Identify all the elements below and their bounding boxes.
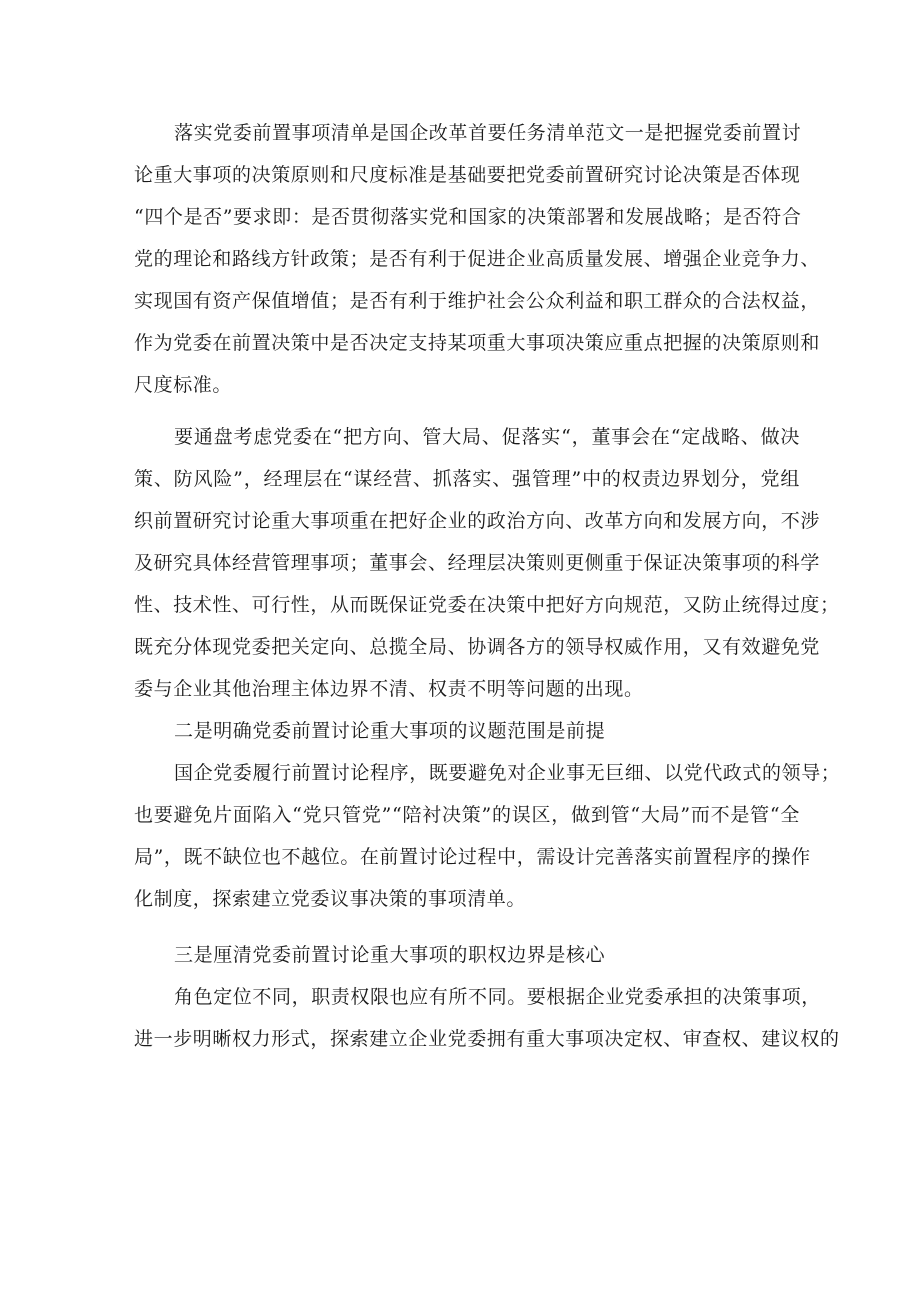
paragraph-2-line-7: 委与企业其他治理主体边界不清、权责不明等问题的出现。 <box>134 678 644 700</box>
paragraph-2-line-6: 既充分体现党委把关定向、总揽全局、协调各方的领导权威作用，又有效避免党 <box>134 636 821 658</box>
paragraph-3-line-2: 也要避免片面陷入“党只管党”“陪衬决策”的误区，做到管“大局”而不是管“全 <box>134 804 800 826</box>
section-heading-2: 二是明确党委前置讨论重大事项的议题范围是前提 <box>174 720 606 742</box>
document-body <box>134 117 841 1065</box>
paragraph-3-line-3: 局”，既不缺位也不越位。在前置讨论过程中，需设计完善落实前置程序的操作 <box>134 846 811 868</box>
paragraph-1-line-5: 实现国有资产保值增值；是否有利于维护社会公众利益和职工群众的合法权益， <box>134 290 821 312</box>
paragraph-1-line-2: 论重大事项的决策原则和尺度标准是基础要把党委前置研究讨论决策是否体现 <box>134 164 801 186</box>
paragraph-4-line-2: 进一步明晰权力形式，探索建立企业党委拥有重大事项决定权、审查权、建议权的 <box>134 1028 840 1050</box>
paragraph-4-line-1: 角色定位不同，职责权限也应有所不同。要根据企业党委承担的决策事项， <box>174 986 821 1008</box>
paragraph-2-line-5: 性、技术性、可行性，从而既保证党委在决策中把好方向规范，又防止统得过度； <box>134 594 840 616</box>
paragraph-1-line-3: “四个是否”要求即：是否贯彻落实党和国家的决策部署和发展战略；是否符合 <box>134 206 802 228</box>
paragraph-2-line-3: 织前置研究讨论重大事项重在把好企业的政治方向、改革方向和发展方向，不涉 <box>134 510 821 532</box>
paragraph-2-line-1: 要通盘考虑党委在“把方向、管大局、促落实“，董事会在“定战略、做决 <box>174 426 800 448</box>
paragraph-3-line-1: 国企党委履行前置讨论程序，既要避免对企业事无巨细、以党代政式的领导； <box>174 762 841 784</box>
paragraph-2-line-4: 及研究具体经营管理事项；董事会、经理层决策则更侧重于保证决策事项的科学 <box>134 552 821 574</box>
paragraph-1-line-6: 作为党委在前置决策中是否决定支持某项重大事项决策应重点把握的决策原则和 <box>134 332 821 354</box>
paragraph-1-line-4: 党的理论和路线方针政策；是否有利于促进企业高质量发展、增强企业竞争力、 <box>134 248 821 270</box>
paragraph-1-line-1: 落实党委前置事项清单是国企改革首要任务清单范文一是把握党委前置讨 <box>174 122 802 144</box>
paragraph-3-line-4: 化制度，探索建立党委议事决策的事项清单。 <box>134 888 527 910</box>
section-heading-3: 三是厘清党委前置讨论重大事项的职权边界是核心 <box>174 944 606 966</box>
paragraph-2-line-2: 策、防风险”，经理层在“谋经营、抓落实、强管理”中的权责边界划分，党组 <box>134 468 800 490</box>
paragraph-1-line-7: 尺度标准。 <box>134 374 233 396</box>
